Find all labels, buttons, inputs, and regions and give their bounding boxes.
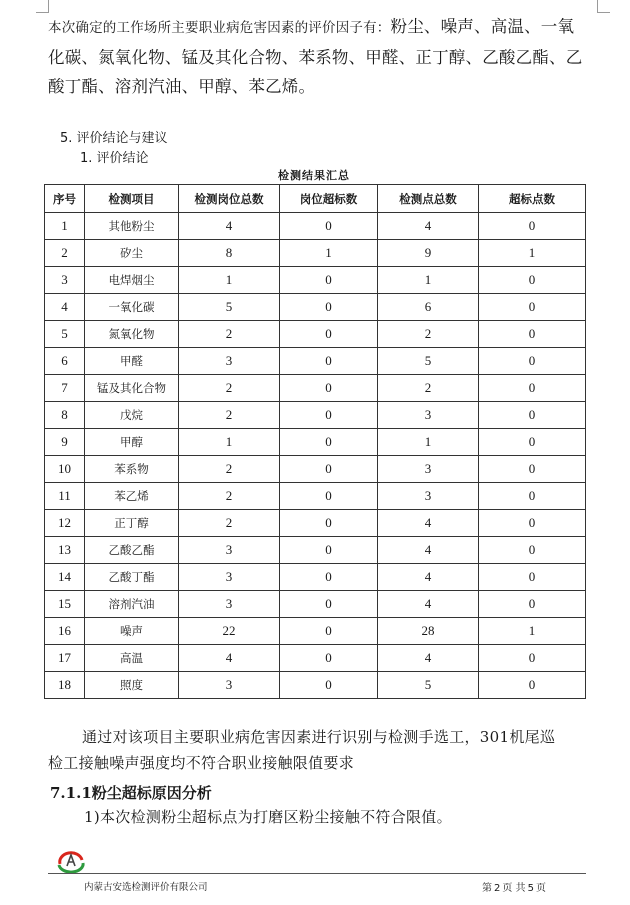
footer-page-number bbox=[482, 879, 548, 894]
table-cell: 5 bbox=[378, 672, 479, 699]
table-cell: 1 bbox=[280, 240, 378, 267]
table-cell: 2 bbox=[179, 321, 280, 348]
table-cell: 0 bbox=[479, 213, 586, 240]
heading-7-1-1: 7.1.1粉尘超标原因分析 bbox=[50, 784, 212, 802]
table-row bbox=[45, 294, 586, 321]
table-cell: 0 bbox=[479, 456, 586, 483]
table-cell: 5 bbox=[179, 294, 280, 321]
table-cell: 0 bbox=[280, 375, 378, 402]
page-label-mid: 页 共 bbox=[502, 883, 526, 894]
table-cell-item: 高温 bbox=[85, 645, 179, 672]
table-cell: 0 bbox=[479, 483, 586, 510]
table-cell: 0 bbox=[280, 429, 378, 456]
table-cell: 0 bbox=[280, 321, 378, 348]
column-header: 检测点总数 bbox=[378, 185, 479, 213]
table-cell: 11 bbox=[45, 483, 85, 510]
table-cell-item: 溶剂汽油 bbox=[85, 591, 179, 618]
table-cell: 14 bbox=[45, 564, 85, 591]
table-row bbox=[45, 456, 586, 483]
table-cell: 0 bbox=[280, 213, 378, 240]
table-cell: 0 bbox=[280, 267, 378, 294]
page-total: 5 bbox=[527, 883, 534, 894]
table-cell: 4 bbox=[179, 213, 280, 240]
table-cell: 0 bbox=[479, 267, 586, 294]
results-table bbox=[44, 184, 586, 699]
table-cell: 1 bbox=[378, 267, 479, 294]
table-row bbox=[45, 618, 586, 645]
table-cell: 0 bbox=[479, 537, 586, 564]
page-current: 2 bbox=[494, 883, 501, 894]
logo-letter-a bbox=[67, 855, 75, 866]
table-row bbox=[45, 348, 586, 375]
table-cell-item: 锰及其化合物 bbox=[85, 375, 179, 402]
table-cell: 9 bbox=[45, 429, 85, 456]
section-heading: 5. 评价结论与建议 bbox=[60, 131, 168, 146]
table-cell: 0 bbox=[280, 672, 378, 699]
table-cell-item: 噪声 bbox=[85, 618, 179, 645]
table-cell: 0 bbox=[280, 537, 378, 564]
table-caption: 检测结果汇总 bbox=[278, 169, 350, 182]
sub-heading: 1. 评价结论 bbox=[80, 151, 149, 166]
table-row bbox=[45, 213, 586, 240]
table-cell: 1 bbox=[45, 213, 85, 240]
table-row bbox=[45, 672, 586, 699]
table-cell: 0 bbox=[280, 483, 378, 510]
table-row bbox=[45, 645, 586, 672]
corner-crop-mark-right bbox=[597, 0, 610, 13]
table-cell: 0 bbox=[280, 294, 378, 321]
table-cell: 1 bbox=[179, 267, 280, 294]
table-cell: 0 bbox=[479, 348, 586, 375]
table-cell: 0 bbox=[280, 564, 378, 591]
table-cell-item: 戊烷 bbox=[85, 402, 179, 429]
table-cell-item: 正丁醇 bbox=[85, 510, 179, 537]
table-cell: 3 bbox=[179, 591, 280, 618]
table-cell: 6 bbox=[378, 294, 479, 321]
table-cell: 8 bbox=[45, 402, 85, 429]
intro-lead: 本次确定的工作场所主要职业病危害因素的评价因子有： bbox=[48, 20, 391, 36]
table-cell: 2 bbox=[179, 456, 280, 483]
table-row bbox=[45, 267, 586, 294]
intro-paragraph bbox=[48, 12, 588, 101]
table-cell: 0 bbox=[280, 402, 378, 429]
table-cell: 0 bbox=[479, 402, 586, 429]
table-cell: 12 bbox=[45, 510, 85, 537]
table-cell: 2 bbox=[45, 240, 85, 267]
table-cell-item: 矽尘 bbox=[85, 240, 179, 267]
column-header: 检测岗位总数 bbox=[179, 185, 280, 213]
column-header: 序号 bbox=[45, 185, 85, 213]
table-cell: 5 bbox=[45, 321, 85, 348]
table-cell: 0 bbox=[479, 375, 586, 402]
intro-factors: 粉尘、噪声、高温、一氧化碳、氮氧化物、锰及其化合物、苯系物、甲醛、正丁醇、乙酸乙酯、乙酸丁酯、溶剂汽油、甲醇、苯乙烯。 bbox=[48, 17, 583, 96]
table-cell: 1 bbox=[378, 429, 479, 456]
table-cell: 4 bbox=[378, 564, 479, 591]
footer-rule bbox=[48, 873, 586, 874]
table-cell: 1 bbox=[479, 618, 586, 645]
table-cell: 0 bbox=[479, 672, 586, 699]
table-cell: 22 bbox=[179, 618, 280, 645]
table-cell-item: 甲醛 bbox=[85, 348, 179, 375]
column-header: 岗位超标数 bbox=[280, 185, 378, 213]
footer-company-name: 内蒙古安选检测评价有限公司 bbox=[84, 882, 208, 893]
table-cell: 0 bbox=[479, 564, 586, 591]
page-label-pre: 第 bbox=[482, 883, 492, 894]
table-cell-item: 乙酸乙酯 bbox=[85, 537, 179, 564]
table-cell: 15 bbox=[45, 591, 85, 618]
table-cell: 0 bbox=[280, 645, 378, 672]
table-cell-item: 氮氧化物 bbox=[85, 321, 179, 348]
table-cell: 3 bbox=[378, 402, 479, 429]
table-cell: 4 bbox=[378, 591, 479, 618]
table-cell: 18 bbox=[45, 672, 85, 699]
point-1: 1)本次检测粉尘超标点为打磨区粉尘接触不符合限值。 bbox=[84, 808, 452, 826]
company-logo-icon bbox=[56, 848, 86, 874]
table-row bbox=[45, 483, 586, 510]
table-cell: 2 bbox=[179, 483, 280, 510]
table-cell: 16 bbox=[45, 618, 85, 645]
table-cell: 3 bbox=[179, 672, 280, 699]
table-cell: 3 bbox=[179, 348, 280, 375]
table-cell-item: 苯系物 bbox=[85, 456, 179, 483]
table-cell: 7 bbox=[45, 375, 85, 402]
table-row bbox=[45, 537, 586, 564]
table-header-row bbox=[45, 185, 586, 213]
table-cell: 9 bbox=[378, 240, 479, 267]
table-cell: 0 bbox=[280, 618, 378, 645]
table-cell-item: 苯乙烯 bbox=[85, 483, 179, 510]
table-cell: 3 bbox=[179, 564, 280, 591]
table-cell: 2 bbox=[179, 402, 280, 429]
table-cell: 1 bbox=[179, 429, 280, 456]
table-cell-item: 甲醇 bbox=[85, 429, 179, 456]
table-row bbox=[45, 591, 586, 618]
table-row bbox=[45, 510, 586, 537]
table-cell: 0 bbox=[280, 348, 378, 375]
table-row bbox=[45, 429, 586, 456]
table-cell: 2 bbox=[378, 321, 479, 348]
table-cell: 4 bbox=[45, 294, 85, 321]
table-cell: 2 bbox=[179, 510, 280, 537]
table-cell: 4 bbox=[179, 645, 280, 672]
table-cell: 0 bbox=[479, 321, 586, 348]
table-cell: 0 bbox=[479, 591, 586, 618]
table-cell: 2 bbox=[179, 375, 280, 402]
table-cell: 3 bbox=[179, 537, 280, 564]
table-cell-item: 照度 bbox=[85, 672, 179, 699]
column-header: 检测项目 bbox=[85, 185, 179, 213]
table-cell-item: 电焊烟尘 bbox=[85, 267, 179, 294]
table-cell: 4 bbox=[378, 645, 479, 672]
table-cell: 3 bbox=[45, 267, 85, 294]
table-cell: 0 bbox=[479, 429, 586, 456]
table-cell: 1 bbox=[479, 240, 586, 267]
table-cell: 4 bbox=[378, 510, 479, 537]
table-cell: 0 bbox=[280, 591, 378, 618]
column-header: 超标点数 bbox=[479, 185, 586, 213]
table-cell: 0 bbox=[280, 456, 378, 483]
table-cell: 0 bbox=[479, 294, 586, 321]
table-cell: 3 bbox=[378, 483, 479, 510]
table-row bbox=[45, 564, 586, 591]
table-cell: 4 bbox=[378, 537, 479, 564]
table-cell: 13 bbox=[45, 537, 85, 564]
table-cell: 4 bbox=[378, 213, 479, 240]
table-row bbox=[45, 321, 586, 348]
page-label-post: 页 bbox=[535, 883, 546, 894]
table-row bbox=[45, 402, 586, 429]
table-cell: 0 bbox=[479, 645, 586, 672]
table-cell: 3 bbox=[378, 456, 479, 483]
logo-arc-green bbox=[59, 863, 83, 872]
table-cell: 0 bbox=[280, 510, 378, 537]
table-cell: 6 bbox=[45, 348, 85, 375]
table-cell-item: 其他粉尘 bbox=[85, 213, 179, 240]
table-cell: 28 bbox=[378, 618, 479, 645]
table-cell: 17 bbox=[45, 645, 85, 672]
table-row bbox=[45, 240, 586, 267]
table-cell: 8 bbox=[179, 240, 280, 267]
table-cell: 10 bbox=[45, 456, 85, 483]
conclusion-paragraph: 通过对该项目主要职业病危害因素进行识别与检测手选工，301机尾巡检工接触噪声强度均不符合职业接触限值要求 bbox=[48, 728, 556, 772]
table-cell: 0 bbox=[479, 510, 586, 537]
table-cell-item: 乙酸丁酯 bbox=[85, 564, 179, 591]
table-cell: 2 bbox=[378, 375, 479, 402]
table-cell-item: 一氧化碳 bbox=[85, 294, 179, 321]
table-row bbox=[45, 375, 586, 402]
table-cell: 5 bbox=[378, 348, 479, 375]
